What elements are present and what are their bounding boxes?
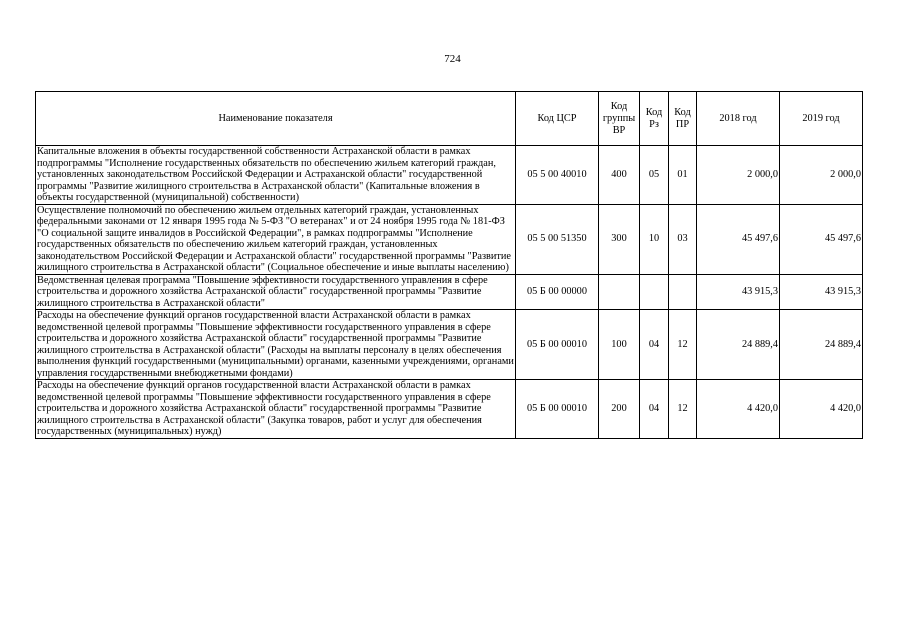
row-amount-2019: 45 497,6	[780, 204, 863, 274]
row-amount-2019: 43 915,3	[780, 274, 863, 310]
row-code-vr: 200	[599, 380, 640, 439]
table-row	[36, 310, 863, 380]
row-code-vr: 400	[599, 146, 640, 205]
row-code-csr: 05 5 00 51350	[516, 204, 599, 274]
header-code-csr: Код ЦСР	[516, 92, 599, 146]
row-amount-2019: 24 889,4	[780, 310, 863, 380]
budget-table	[35, 91, 863, 439]
row-code-pr: 03	[669, 204, 697, 274]
row-code-csr: 05 5 00 40010	[516, 146, 599, 205]
row-indicator-name: Ведомственная целевая программа "Повышение эффективности государственного управления в сфере строительства и дорожного хозяйства Астраханской области" государственной программы "Развитие жилищного строительства в Астраханской области"	[36, 274, 516, 310]
row-amount-2018: 24 889,4	[697, 310, 780, 380]
row-amount-2018: 4 420,0	[697, 380, 780, 439]
row-code-rz: 04	[640, 380, 669, 439]
row-code-vr: 300	[599, 204, 640, 274]
row-code-rz: 05	[640, 146, 669, 205]
row-indicator-name: Расходы на обеспечение функций органов государственной власти Астраханской области в рамках ведомственной целевой программы "Повышение эффективности государственного управления в сфере строительства и дорожного хозяйства Астраханской области" государственной программы "Развитие жилищного строительства в Астраханской области" (Расходы на выплаты персоналу в целях обеспечения выполнения функций государственными (муниципальными) органами, казенными учреждениями, органами управления государственными внебюджетными фондами)	[37, 310, 514, 379]
table-row	[36, 274, 863, 310]
row-indicator-name: Осуществление полномочий по обеспечению жильем отдельных категорий граждан, установленных федеральными законами от 12 января 1995 года № 5-ФЗ "О ветеранах" и от 24 ноября 1995 года № 181-ФЗ "О социальной защите инвалидов в Российской Федерации", в рамках подпрограммы "Исполнение государственных обязательств по обеспечению жильем категорий граждан, установленных законодательством Российской Федерации и Астраханской области" государственной программы "Развитие жилищного строительства в Астраханской области" (Социальное обеспечение и иные выплаты населению)	[36, 204, 516, 274]
row-code-rz: 04	[640, 310, 669, 380]
row-code-pr	[669, 274, 697, 310]
row-amount-2018: 2 000,0	[697, 146, 780, 205]
table-row	[36, 380, 863, 439]
header-indicator-name: Наименование показателя	[36, 92, 516, 146]
table-header	[36, 92, 863, 146]
row-code-pr: 01	[669, 146, 697, 205]
row-amount-2018: 45 497,6	[697, 204, 780, 274]
row-code-rz	[640, 274, 669, 310]
row-code-vr: 100	[599, 310, 640, 380]
header-year-2018: 2018 год	[697, 92, 780, 146]
row-code-rz: 10	[640, 204, 669, 274]
row-code-csr: 05 Б 00 00000	[516, 274, 599, 310]
header-code-rz: Код Рз	[640, 92, 669, 146]
row-amount-2019: 2 000,0	[780, 146, 863, 205]
row-code-csr: 05 Б 00 00010	[516, 310, 599, 380]
header-code-vr: Код группы ВР	[599, 92, 640, 146]
header-row	[36, 92, 863, 146]
row-amount-2019: 4 420,0	[780, 380, 863, 439]
row-indicator-name: Расходы на обеспечение функций органов государственной власти Астраханской области в рамках ведомственной целевой программы "Повышение эффективности государственного управления в сфере строительства и дорожного хозяйства Астраханской области" государственной программы "Развитие жилищного строительства в Астраханской области" (Закупка товаров, работ и услуг для обеспечения государственных (муниципальных) нужд)	[36, 380, 516, 439]
table-body	[36, 146, 863, 439]
page-number: 724	[444, 53, 461, 65]
row-code-pr: 12	[669, 310, 697, 380]
row-code-csr: 05 Б 00 00010	[516, 380, 599, 439]
table-row	[36, 146, 863, 205]
row-code-pr: 12	[669, 380, 697, 439]
table-row	[36, 204, 863, 274]
row-amount-2018: 43 915,3	[697, 274, 780, 310]
header-code-pr: Код ПР	[669, 92, 697, 146]
row-indicator-name: Капитальные вложения в объекты государственной собственности Астраханской области в рамках подпрограммы "Исполнение государственных обязательств по обеспечению жильем категорий граждан, установленных законодательством Российской Федерации и Астраханской области" государственной программы "Развитие жилищного строительства в Астраханской области" (Капитальные вложения в объекты государственной (муниципальной) собственности)	[36, 146, 516, 205]
row-code-vr	[599, 274, 640, 310]
header-year-2019: 2019 год	[780, 92, 863, 146]
